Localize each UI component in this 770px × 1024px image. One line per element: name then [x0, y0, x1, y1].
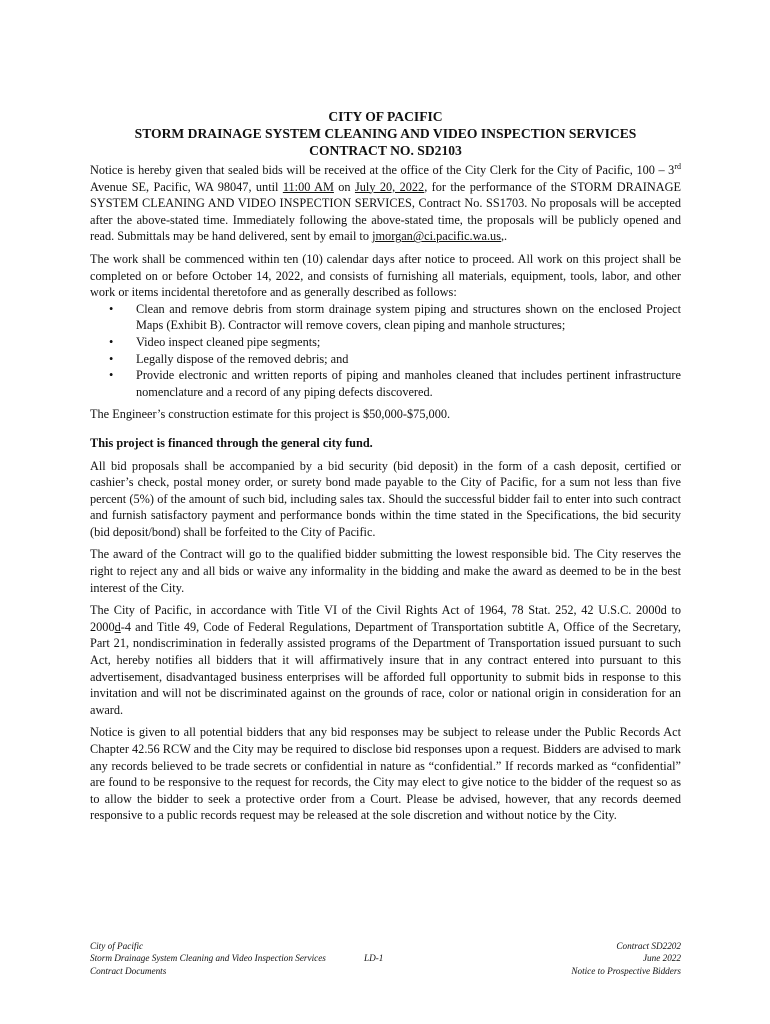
project-title: STORM DRAINAGE SYSTEM CLEANING AND VIDEO INSPECTION SERVICES [134, 126, 637, 141]
bid-time: 11:00 AM [282, 179, 334, 194]
list-item: • Clean and remove debris from storm drainage system piping and structures shown on the enclosed Project Maps (Exhibit B). Contractor will remove covers, clean piping and manhole structures; [136, 301, 681, 334]
civil-rights-paragraph: The City of Pacific, in accordance with Title VI of the Civil Rights Act of 1964, 78 Stat. 252, 42 U.S.C. 2000d to 2000d-4 and Title 49, Code of Federal Regulations, Department of Transportation subtitle A, Office of the Secretary, Part 21, nondiscrimination in federally assisted programs of the Department of Transportation issued pursuant to such Act, hereby notifies all bidders that it will affirmatively insure that in any contract entered into pursuant to this advertisement, disadvantaged business enterprises will be afforded full opportunity to submit bids in response to this invitation and will not be discriminated against on the grounds of race, color or national origin in consideration for an award. [90, 603, 681, 717]
list-item: • Legally dispose of the removed debris; and [136, 351, 681, 368]
bid-security-paragraph: All bid proposals shall be accompanied by a bid security (bid deposit) in the form of a cash deposit, certified or cashier’s check, postal money order, or surety bond made payable to the City of Pacific, for a sum not less than five percent (5%) of the amount of such bid, including sales tax. Should the successful bidder fail to enter into such contract and furnish satisfactory payment and performance bonds within the time stated in the Specifications, the bid security (bid deposit/bond) shall be forfeited to the City of Pacific. [90, 458, 681, 539]
estimate-paragraph: The Engineer’s construction estimate for this project is $50,000-$75,000. [90, 407, 451, 422]
award-paragraph: The award of the Contract will go to the qualified bidder submitting the lowest responsible bid. The City reserves the right to reject any and all bids or waive any informality in the bidding and make the award as deemed to be in the best interest of the City. [90, 547, 681, 595]
footer-left: City of Pacific Storm Drainage System Cleaning and Video Inspection Services Contract Documents [90, 941, 326, 976]
city-title: CITY OF PACIFIC [328, 109, 443, 124]
work-bullet-list [90, 301, 681, 401]
notice-paragraph: Notice is hereby given that sealed bids will be received at the office of the City Clerk for the City of Pacific, 100 – 3rd Avenue SE, Pacific, WA 98047, until 11:00 AM on July 20, 2022, for the performance of the STORM DRAINAGE SYSTEM CLEANING AND VIDEO INSPECTION SERVICES, Contract No. SS1703. No proposals will be accepted after the above-stated time. Immediately following the above-stated time, the proposals will be publicly opened and read. Submittals may be hand delivered, sent by email to jmorgan@ci.pacific.wa.us,. [90, 161, 682, 244]
financing-heading: This project is financed through the general city fund. [90, 435, 373, 450]
document-body [90, 108, 681, 824]
public-records-paragraph: Notice is given to all potential bidders that any bid responses may be subject to release under the Public Records Act Chapter 42.56 RCW and the City may be required to disclose bid responses upon a request. Bidders are advised to mark any records believed to be trade secrets or confidential in nature as “confidential.” If records marked as “confidential” are found to be responsive to the request for records, the City may elect to give notice to the bidder of the request so as to allow the bidder to seek a protective order from a Court. Please be advised, however, that any records deemed responsive to a public records request may be released at the sole discretion and without notice by the City. [90, 725, 681, 823]
bid-date: July 20, 2022 [354, 179, 425, 194]
email-link[interactable]: jmorgan@ci.pacific.wa.us [372, 229, 501, 244]
work-paragraph: The work shall be commenced within ten (10) calendar days after notice to proceed. All work on this project shall be completed on or before October 14, 2022, and consists of furnishing all materials, equipment, tools, labor, and other work or items incidental theretofore and as generally described as follows: [90, 251, 681, 300]
contract-number-title: CONTRACT NO. SD2103 [309, 143, 462, 158]
footer-right: Contract SD2202 June 2022 Notice to Prospective Bidders [571, 941, 681, 976]
list-item: • Provide electronic and written reports of piping and manholes cleaned that includes pertinent infrastructure nomenclature and a record of any piping defects discovered. [136, 367, 681, 400]
page-number: LD-1 [364, 953, 384, 964]
list-item: • Video inspect cleaned pipe segments; [136, 334, 681, 351]
